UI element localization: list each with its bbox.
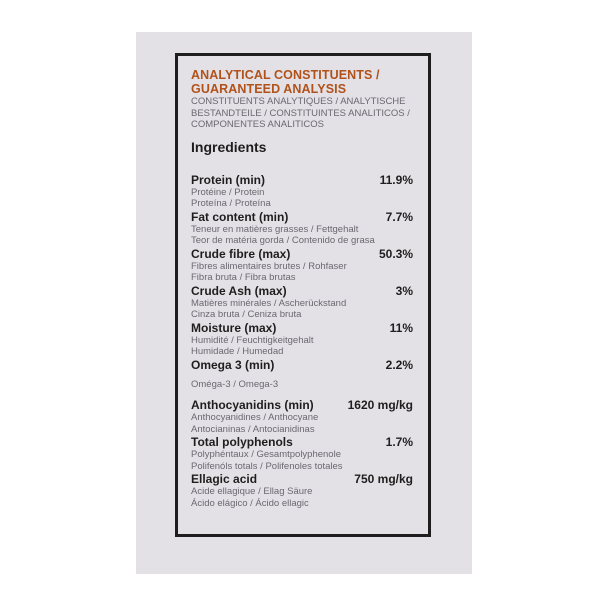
constituent-value: 1620 mg/kg (347, 398, 413, 412)
constituent-row (191, 247, 413, 261)
constituent-name: Crude fibre (max) (191, 246, 291, 261)
translation-line: Oméga-3 / Omega-3 (191, 378, 279, 390)
translation-line: Cinza bruta / Ceniza bruta (191, 309, 302, 320)
translation-line: Teneur en matières grasses / Fettgehalt (191, 223, 359, 235)
constituent-row (191, 173, 413, 187)
constituent-value: 750 mg/kg (354, 472, 413, 486)
heading-line-1: ANALYTICAL CONSTITUENTS / (191, 68, 380, 82)
constituent-value: 50.3% (378, 246, 413, 261)
constituent-name: Total polyphenols (191, 435, 293, 449)
constituent-value: 2.2% (385, 357, 413, 372)
translation-line: Fibres alimentaires brutes / Rohfaser (191, 260, 347, 272)
translation-line: Polifenóls totals / Polifenoles totales (191, 460, 343, 472)
subheading-line-2: BESTANDTEILE / CONSTITUINTES ANALITICOS / (191, 107, 410, 119)
translation-line: Protéine / Protein (191, 186, 265, 198)
translation-line: Polyphéntaux / Gesamtpolyphenole (191, 449, 341, 460)
subheading-line-3: COMPONENTES ANALITICOS (191, 119, 325, 130)
constituent-row (191, 321, 413, 335)
constituent-name: Moisture (max) (191, 320, 277, 335)
constituent-value: 11.9% (379, 172, 413, 187)
constituent-value: 7.7% (385, 209, 413, 224)
constituent-name: Ellagic acid (191, 472, 258, 486)
constituent-name: Fat content (min) (191, 209, 289, 224)
translation-line: Ácido elágico / Ácido ellagic (191, 497, 309, 509)
constituent-name: Protein (min) (191, 172, 265, 187)
translation-line: Acide ellagique / Ellag Säure (191, 486, 313, 497)
constituent-row (191, 472, 413, 486)
translation-line: Matières minérales / Ascherückstand (191, 297, 347, 309)
analysis-content (191, 68, 423, 509)
heading-line-2: GUARANTEED ANALYSIS (191, 82, 347, 96)
subheading-line-1: CONSTITUENTS ANALYTIQUES / ANALYTISCHE (191, 96, 406, 107)
constituent-name: Crude Ash (max) (191, 283, 287, 298)
translation-line: Proteína / Proteína (191, 198, 271, 209)
constituent-row (191, 358, 413, 372)
translation-line: Teor de matéria gorda / Contenido de grasa (191, 235, 375, 246)
constituent-value: 1.7% (385, 435, 413, 449)
constituent-value: 11% (389, 320, 413, 335)
translation-line: Humidité / Feuchtigkeitgehalt (191, 334, 314, 346)
constituent-name: Anthocyanidins (min) (191, 398, 314, 412)
constituent-row (191, 210, 413, 224)
constituent-row (191, 435, 413, 449)
translation-line: Humidade / Humedad (191, 346, 284, 357)
constituent-row (191, 284, 413, 298)
constituent-value: 3% (395, 283, 413, 298)
translation-line: Antocianinas / Antocianidinas (191, 423, 315, 435)
ingredients-title: Ingredients (191, 138, 267, 155)
constituent-row (191, 398, 413, 412)
translation-line: Anthocyanidines / Anthocyane (191, 412, 319, 423)
constituent-name: Omega 3 (min) (191, 357, 275, 372)
translation-line: Fibra bruta / Fibra brutas (191, 272, 296, 283)
